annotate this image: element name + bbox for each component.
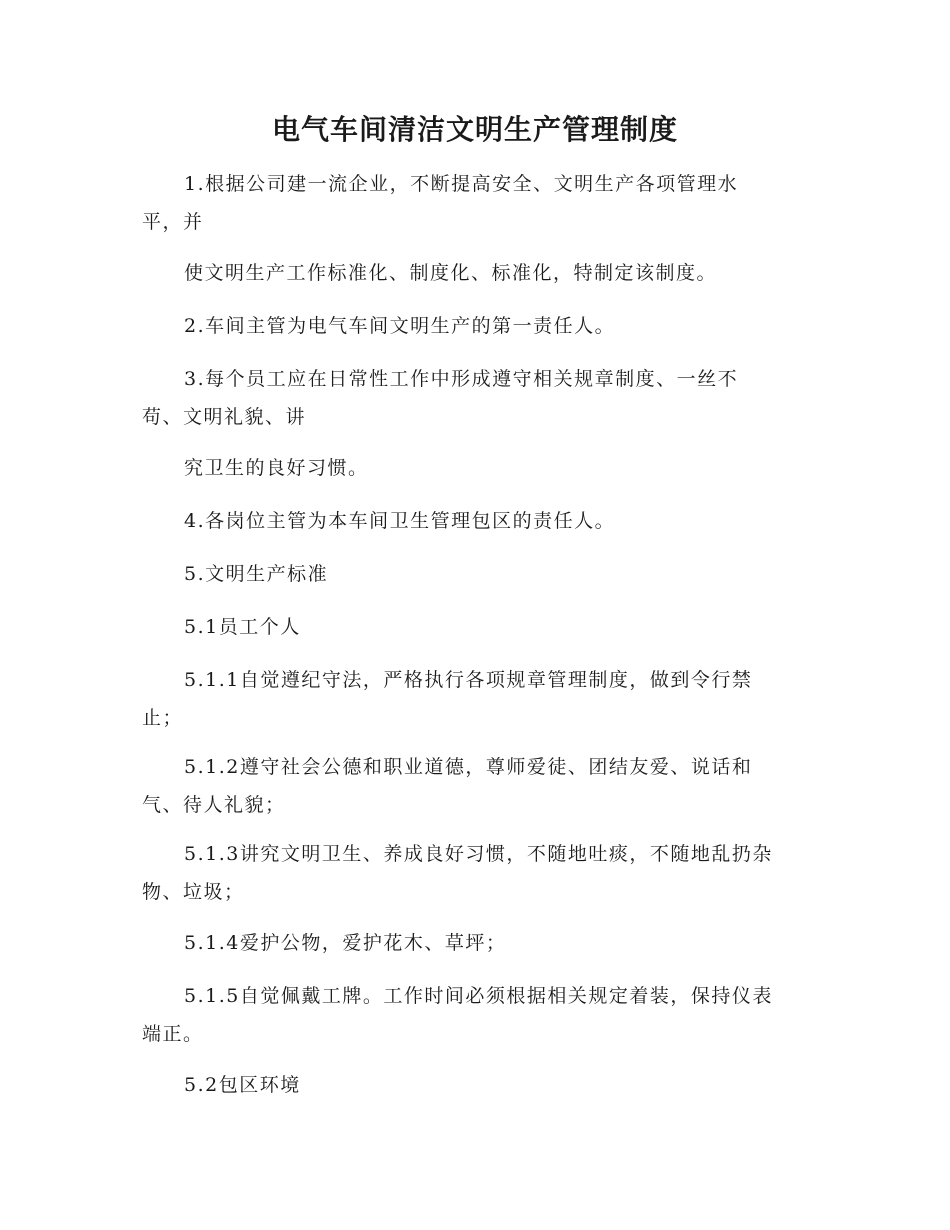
paragraph-2 <box>142 254 822 292</box>
paragraph-13 <box>142 977 822 1053</box>
paragraph-line: 5.2包区环境 <box>184 1074 301 1096</box>
paragraph-line: 3.每个员工应在日常性工作中形成遵守相关规章制度、一丝不 <box>184 368 739 390</box>
paragraph-9 <box>142 661 822 737</box>
document-title: 电气车间清洁文明生产管理制度 <box>271 113 678 146</box>
paragraph-line: 使文明生产工作标准化、制度化、标准化，特制定该制度。 <box>184 262 718 284</box>
paragraph-line: 1.根据公司建一流企业，不断提高安全、文明生产各项管理水 <box>184 173 739 195</box>
paragraph-line: 苟、文明礼貌、讲 <box>142 406 307 428</box>
paragraph-line: 5.文明生产标准 <box>184 563 329 585</box>
paragraph-11 <box>142 835 822 911</box>
paragraph-3 <box>142 307 822 345</box>
paragraph-line: 5.1.3讲究文明卫生、养成良好习惯，不随地吐痰，不随地乱扔杂 <box>184 843 773 865</box>
paragraph-line: 物、垃圾； <box>142 881 245 903</box>
paragraph-line: 5.1.1自觉遵纪守法，严格执行各项规章管理制度，做到令行禁 <box>184 669 753 691</box>
paragraph-line: 5.1.5自觉佩戴工牌。工作时间必须根据相关规定着装，保持仪表 <box>184 985 773 1007</box>
paragraph-line: 5.1.4爱护公物，爱护花木、草坪； <box>184 932 507 954</box>
paragraph-8 <box>142 608 822 646</box>
paragraph-line: 2.车间主管为电气车间文明生产的第一责任人。 <box>184 315 616 337</box>
paragraph-line: 4.各岗位主管为本车间卫生管理包区的责任人。 <box>184 510 616 532</box>
paragraph-4 <box>142 360 822 436</box>
paragraph-line: 平，并 <box>142 211 204 233</box>
paragraph-line: 端正。 <box>142 1023 204 1045</box>
paragraph-line: 气、待人礼貌； <box>142 794 286 816</box>
paragraph-line: 究卫生的良好习惯。 <box>184 457 369 479</box>
paragraph-12 <box>142 924 822 962</box>
paragraph-line: 5.1员工个人 <box>184 616 301 638</box>
paragraph-14 <box>142 1066 822 1104</box>
paragraph-6 <box>142 502 822 540</box>
paragraph-line: 止； <box>142 707 184 729</box>
paragraph-5 <box>142 449 822 487</box>
paragraph-1 <box>142 165 822 241</box>
paragraph-10 <box>142 748 822 824</box>
paragraph-line: 5.1.2遵守社会公德和职业道德，尊师爱徒、团结友爱、说话和 <box>184 756 753 778</box>
paragraph-7 <box>142 555 822 593</box>
